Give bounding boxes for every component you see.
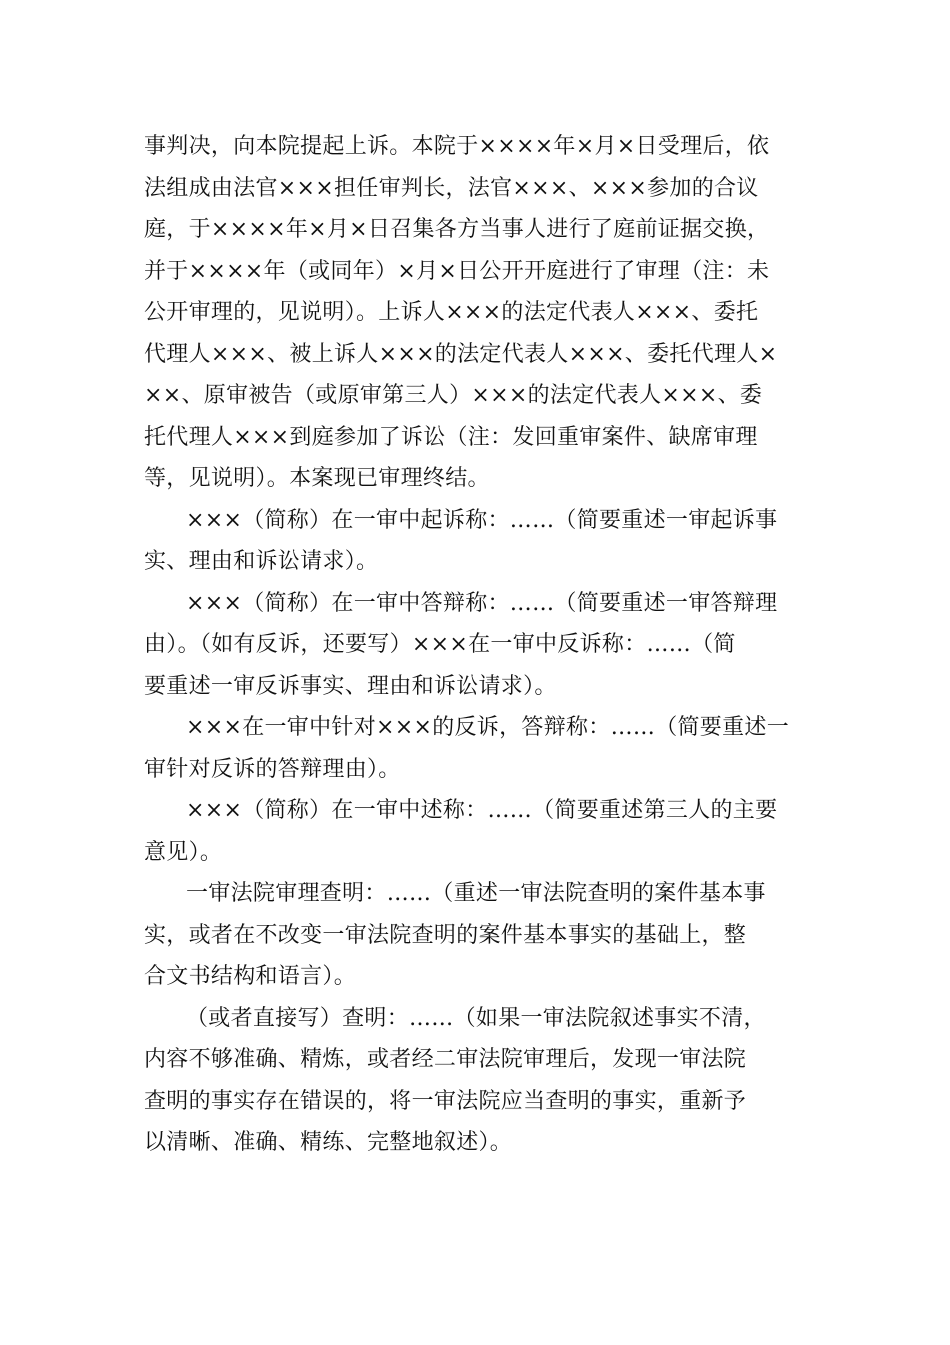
text-line: 代理人×××、被上诉人×××的法定代表人×××、委托代理人× (144, 341, 778, 367)
text-line: 以清晰、准确、精练、完整地叙述）。 (144, 1130, 513, 1155)
text-line: 事判决，向本院提起上诉。本院于××××年×月×日受理后，依 (144, 134, 770, 159)
text-line: ××、原审被告（或原审第三人）×××的法定代表人×××、委 (144, 383, 763, 408)
text-line: 公开审理的，见说明）。上诉人×××的法定代表人×××、委托 (144, 300, 759, 325)
text-line: 合文书结构和语言）。 (144, 964, 357, 989)
text-line: 查明的事实存在错误的，将一审法院应当查明的事实，重新予 (144, 1088, 747, 1114)
text-line: 审针对反诉的答辩理由）。 (144, 756, 401, 782)
text-line: 托代理人×××到庭参加了诉讼（注：发回重审案件、缺席审理 (144, 424, 758, 450)
text-line: 等，见说明）。本案现已审理终结。 (144, 466, 490, 491)
text-line: ×××（简称）在一审中述称：……（简要重述第三人的主要 (186, 798, 778, 823)
text-line: ×××（简称）在一审中答辩称：……（简要重述一审答辩理 (186, 590, 778, 616)
text-line: （或者直接写）查明：……（如果一审法院叙述事实不清， (186, 1005, 766, 1031)
text-line: 意见）。 (144, 839, 223, 865)
text-line: 由）。（如有反诉，还要写）×××在一审中反诉称：……（简 (144, 632, 736, 657)
text-line: 法组成由法官×××担任审判长，法官×××、×××参加的合议 (144, 175, 759, 201)
text-line: 要重述一审反诉事实、理由和诉讼请求）。 (144, 673, 557, 699)
text-line: 内容不够准确、精炼，或者经二审法院审理后，发现一审法院 (144, 1047, 747, 1072)
text-line: ×××（简称）在一审中起诉称：……（简要重述一审起诉事 (186, 507, 778, 533)
text-line: ×××在一审中针对×××的反诉，答辩称：……（简要重述一 (186, 715, 790, 740)
text-line: 庭，于××××年×月×日召集各方当事人进行了庭前证据交换， (144, 217, 770, 242)
text-line: 一审法院审理查明：……（重述一审法院查明的案件基本事 (186, 881, 766, 906)
text-line: 实、理由和诉讼请求）。 (144, 549, 379, 574)
text-line: 实，或者在不改变一审法院查明的案件基本事实的基础上，整 (144, 922, 747, 948)
document-body (144, 126, 824, 1164)
text-line: 并于××××年（或同年）×月×日公开开庭进行了审理（注：未 (144, 258, 770, 284)
